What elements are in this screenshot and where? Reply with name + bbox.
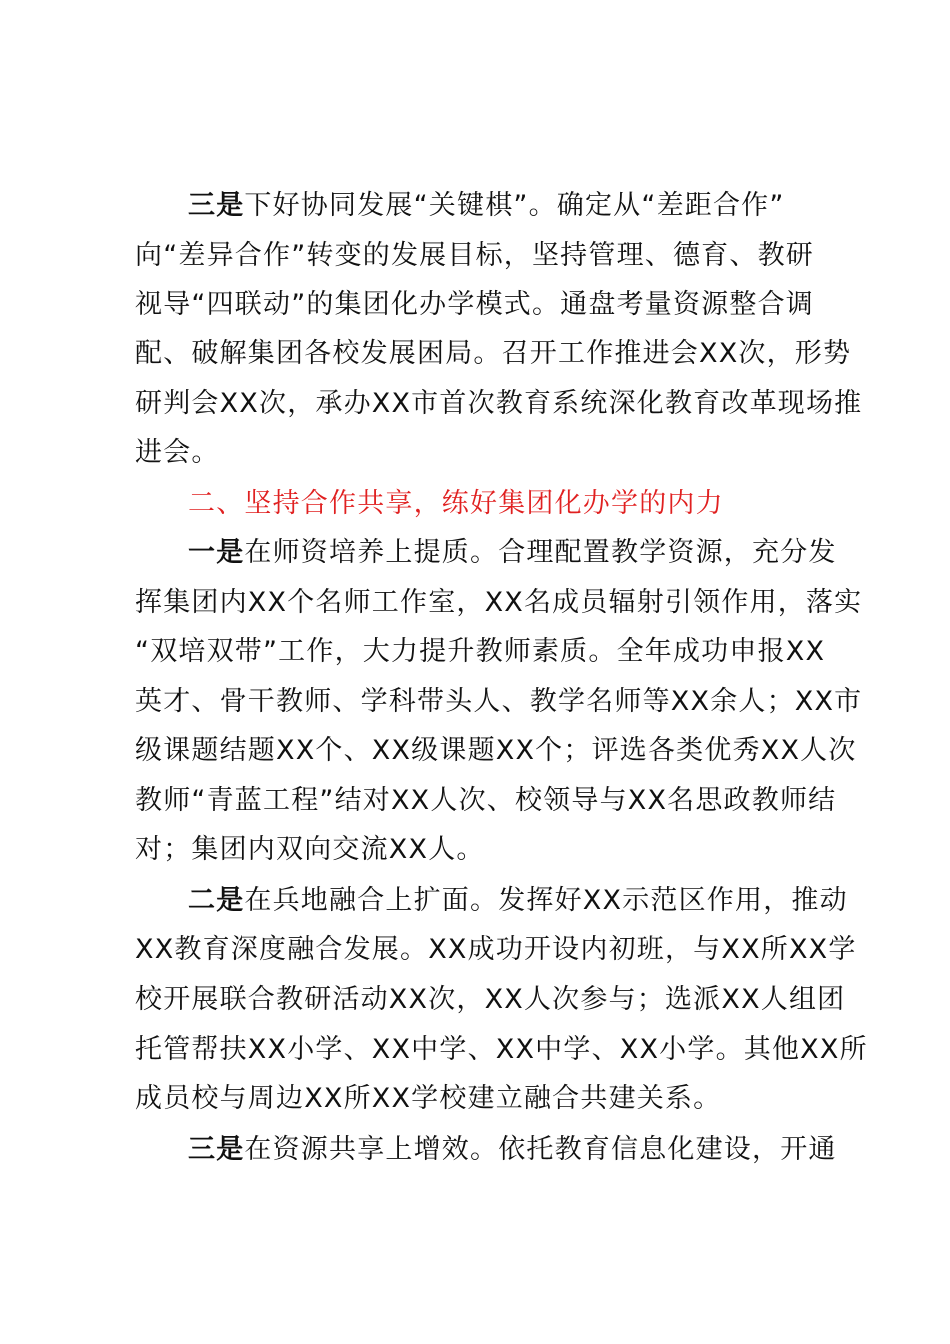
paragraph-1-line-3: 视导“四联动”的集团化办学模式。通盘考量资源整合调 [135,289,814,320]
paragraph-3-line-2: XX教育深度融合发展。XX成功开设内初班，与XX所XX学 [135,934,857,965]
paragraph-1-lead: 三是 [188,190,245,221]
paragraph-4-lead: 三是 [188,1134,245,1165]
paragraph-3-line-4: 托管帮扶XX小学、XX中学、XX中学、XX小学。其他XX所 [135,1034,868,1065]
paragraph-4-line-1: 三是在资源共享上增效。依托教育信息化建设，开通 [188,1134,837,1165]
paragraph-2-line-5: 级课题结题XX个、XX级课题XX个；评选各类优秀XX人次 [135,735,857,766]
paragraph-2-lead: 一是 [188,537,245,568]
paragraph-1-line-4: 配、破解集团各校发展困局。召开工作推进会XX次，形势 [135,338,852,369]
paragraph-3-line-3: 校开展联合教研活动XX次，XX人次参与；选派XX人组团 [135,984,846,1015]
paragraph-2-line-6: 教师“青蓝工程”结对XX人次、校领导与XX名思政教师结 [135,785,837,816]
paragraph-2-line-7: 对；集团内双向交流XX人。 [135,834,485,865]
paragraph-2-line-2: 挥集团内XX个名师工作室，XX名成员辐射引领作用，落实 [135,587,863,618]
paragraph-3-line-5: 成员校与周边XX所XX学校建立融合共建关系。 [135,1083,722,1114]
paragraph-2-line-3: “双培双带”工作，大力提升教师素质。全年成功申报XX [135,636,826,667]
paragraph-1-line-1: 三是下好协同发展“关键棋”。确定从“差距合作” [188,190,785,221]
paragraph-1-line-6: 进会。 [135,437,220,468]
paragraph-1-line-5: 研判会XX次，承办XX市首次教育系统深化教育改革现场推 [135,388,863,419]
paragraph-3-lead: 二是 [188,885,245,916]
paragraph-1-line-2: 向“差异合作”转变的发展目标，坚持管理、德育、教研 [135,240,814,271]
section-heading: 二、坚持合作共享，练好集团化办学的内力 [188,488,724,519]
paragraph-2-line-4: 英才、骨干教师、学科带头人、教学名师等XX余人；XX市 [135,686,863,717]
paragraph-2-line-1: 一是在师资培养上提质。合理配置教学资源，充分发 [188,537,837,568]
paragraph-3-line-1: 二是在兵地融合上扩面。发挥好XX示范区作用，推动 [188,885,848,916]
